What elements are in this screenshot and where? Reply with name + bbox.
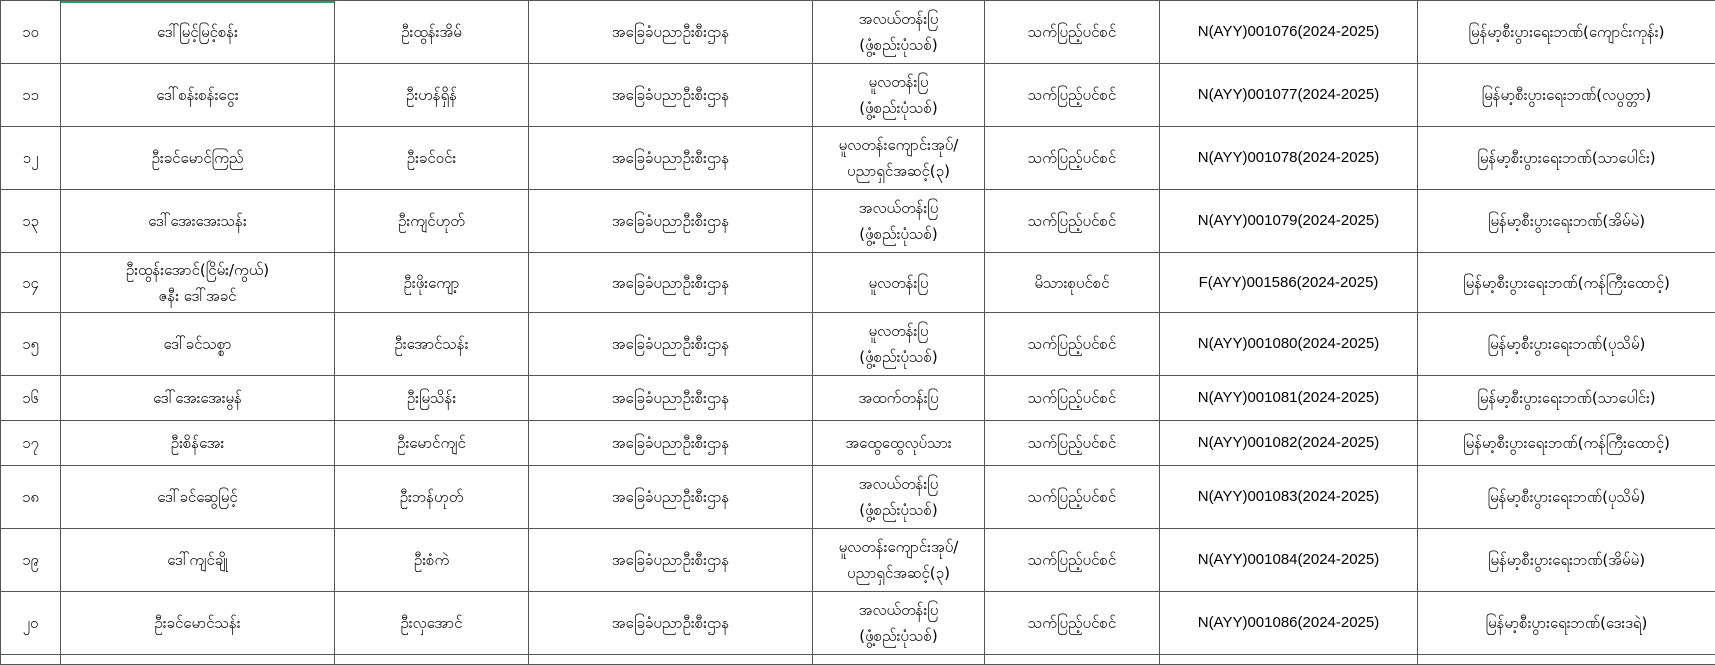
row-number[interactable]: ၁၂	[1, 127, 61, 190]
grade-line: မူလတန်းပြ	[817, 318, 980, 344]
code-cell[interactable]: N(AYY)001077(2024-2025)	[1160, 64, 1418, 127]
bank-cell[interactable]: မြန်မာ့စီးပွားရေးဘဏ်(လပွတ္တာ)	[1418, 64, 1715, 127]
code-cell[interactable]: N(AYY)001086(2024-2025)	[1160, 592, 1418, 655]
qualification-cell[interactable]: သက်ပြည့်ပင်စင်	[985, 1, 1160, 64]
code-cell[interactable]: F(AYY)001586(2024-2025)	[1160, 253, 1418, 313]
grade-line: မူလတန်းကျောင်းအုပ်/	[817, 132, 980, 158]
grade-line: (ဖွံ့စည်းပုံသစ်)	[817, 623, 980, 649]
qualification-cell[interactable]: သက်ပြည့်ပင်စင်	[985, 64, 1160, 127]
office-cell[interactable]: အခြေခံပညာဦးစီးဌာန	[529, 313, 813, 376]
row-number[interactable]: ၁၈	[1, 466, 61, 529]
code-cell[interactable]: N(AYY)001080(2024-2025)	[1160, 313, 1418, 376]
father-cell[interactable]: ဦးမောင်ကျင်	[335, 421, 529, 466]
name-cell[interactable]: ဒေါ်မြင့်မြင့်စန်း	[61, 1, 335, 64]
grade-line: ပညာရှင်အဆင့်(၃)	[817, 158, 980, 184]
empty-cell[interactable]	[529, 655, 813, 665]
grade-cell[interactable]	[813, 529, 985, 592]
bank-cell[interactable]: မြန်မာ့စီးပွားရေးဘဏ်(အိမ်မဲ)	[1418, 529, 1715, 592]
row-number[interactable]: ၂၀	[1, 592, 61, 655]
name-cell[interactable]: ဦးခင်မောင်ကြည်	[61, 127, 335, 190]
empty-cell[interactable]	[1, 655, 61, 665]
qualification-cell[interactable]: သက်ပြည့်ပင်စင်	[985, 127, 1160, 190]
grade-line: (ဖွံ့စည်းပုံသစ်)	[817, 497, 980, 523]
name-cell[interactable]	[61, 253, 335, 313]
bank-cell[interactable]: မြန်မာ့စီးပွားရေးဘဏ်(အိမ်မဲ)	[1418, 190, 1715, 253]
name-line: ဦးထွန်းအောင်(ငြိမ်း/ကွယ်)	[65, 257, 330, 283]
grade-line: အလယ်တန်းပြ	[817, 471, 980, 497]
name-cell[interactable]: ဒေါ်အေးအေးသန်း	[61, 190, 335, 253]
code-cell[interactable]: N(AYY)001081(2024-2025)	[1160, 376, 1418, 421]
name-cell[interactable]: ဒေါ်အေးအေးမွန်	[61, 376, 335, 421]
qualification-cell[interactable]: သက်ပြည့်ပင်စင်	[985, 529, 1160, 592]
name-cell[interactable]: ဦးခင်မောင်သန်း	[61, 592, 335, 655]
grade-cell[interactable]	[813, 1, 985, 64]
grade-line: ပညာရှင်အဆင့်(၃)	[817, 560, 980, 586]
office-cell[interactable]: အခြေခံပညာဦးစီးဌာန	[529, 376, 813, 421]
office-cell[interactable]: အခြေခံပညာဦးစီးဌာန	[529, 190, 813, 253]
table-row	[1, 421, 1715, 466]
qualification-cell[interactable]: သက်ပြည့်ပင်စင်	[985, 313, 1160, 376]
grade-line: မူလတန်းပြ	[817, 69, 980, 95]
table-row	[1, 376, 1715, 421]
office-cell[interactable]: အခြေခံပညာဦးစီးဌာန	[529, 253, 813, 313]
father-cell[interactable]: ဦးစံကဲ	[335, 529, 529, 592]
table-row	[1, 529, 1715, 592]
bank-cell[interactable]: မြန်မာ့စီးပွားရေးဘဏ်(ပုသိမ်)	[1418, 466, 1715, 529]
qualification-cell[interactable]: သက်ပြည့်ပင်စင်	[985, 592, 1160, 655]
row-number[interactable]: ၁၃	[1, 190, 61, 253]
row-number[interactable]: ၁၅	[1, 313, 61, 376]
table-row	[1, 190, 1715, 253]
office-cell[interactable]: အခြေခံပညာဦးစီးဌာန	[529, 592, 813, 655]
qualification-cell[interactable]: သက်ပြည့်ပင်စင်	[985, 421, 1160, 466]
empty-cell[interactable]	[335, 655, 529, 665]
row-number[interactable]: ၁၆	[1, 376, 61, 421]
table-row	[1, 466, 1715, 529]
grade-line: အလယ်တန်းပြ	[817, 195, 980, 221]
grade-line: (ဖွံ့စည်းပုံသစ်)	[817, 32, 980, 58]
grade-line: အလယ်တန်းပြ	[817, 597, 980, 623]
bank-cell[interactable]: မြန်မာ့စီးပွားရေးဘဏ်(သာပေါင်း)	[1418, 127, 1715, 190]
father-cell[interactable]: ဦးဘန်ဟုတ်	[335, 466, 529, 529]
table-row	[1, 313, 1715, 376]
grade-cell[interactable]	[813, 127, 985, 190]
row-number[interactable]: ၁၉	[1, 529, 61, 592]
father-cell[interactable]: ဦးလှအောင်	[335, 592, 529, 655]
grade-line: အလယ်တန်းပြ	[817, 6, 980, 32]
grade-line: မူလတန်းကျောင်းအုပ်/	[817, 534, 980, 560]
father-cell[interactable]: ဦးခင်ဝင်း	[335, 127, 529, 190]
bank-cell[interactable]: မြန်မာ့စီးပွားရေးဘဏ်(ကန်ကြီးထောင့်)	[1418, 253, 1715, 313]
bank-cell[interactable]: မြန်မာ့စီးပွားရေးဘဏ်(ကန်ကြီးထောင့်)	[1418, 421, 1715, 466]
office-cell[interactable]: အခြေခံပညာဦးစီးဌာန	[529, 127, 813, 190]
father-cell[interactable]: ဦးထွန်းအိမ်	[335, 1, 529, 64]
bank-cell[interactable]: မြန်မာ့စီးပွားရေးဘဏ်(ပုသိမ်)	[1418, 313, 1715, 376]
empty-cell[interactable]	[1418, 655, 1715, 665]
grade-cell[interactable]	[813, 190, 985, 253]
table-row	[1, 592, 1715, 655]
code-cell[interactable]: N(AYY)001076(2024-2025)	[1160, 1, 1418, 64]
grade-cell[interactable]	[813, 592, 985, 655]
name-cell[interactable]: ဒေါ်ကျင်ချို	[61, 529, 335, 592]
name-cell[interactable]: ဒေါ်စန်းစန်းငွေး	[61, 64, 335, 127]
table-row-partial	[1, 655, 1715, 665]
table-row	[1, 1, 1715, 64]
father-cell[interactable]: ဦးဟန်ရှိန်	[335, 64, 529, 127]
empty-cell[interactable]	[985, 655, 1160, 665]
row-number[interactable]: ၁၇	[1, 421, 61, 466]
code-cell[interactable]: N(AYY)001079(2024-2025)	[1160, 190, 1418, 253]
row-number[interactable]: ၁၀	[1, 1, 61, 64]
grade-cell[interactable]	[813, 466, 985, 529]
father-cell[interactable]: ဦးဖိုးကျော့	[335, 253, 529, 313]
name-line: ဇနီး ဒေါ်အခင်	[65, 283, 330, 309]
row-number[interactable]: ၁၁	[1, 64, 61, 127]
table-row	[1, 64, 1715, 127]
bank-cell[interactable]: မြန်မာ့စီးပွားရေးဘဏ်(ဒေးဒရဲ)	[1418, 592, 1715, 655]
qualification-cell[interactable]: သက်ပြည့်ပင်စင်	[985, 466, 1160, 529]
office-cell[interactable]: အခြေခံပညာဦးစီးဌာန	[529, 529, 813, 592]
grade-cell[interactable]	[813, 64, 985, 127]
table-row	[1, 253, 1715, 313]
row-number[interactable]: ၁၄	[1, 253, 61, 313]
empty-cell[interactable]	[1160, 655, 1418, 665]
grade-cell[interactable]: အထွေထွေလုပ်သား	[813, 421, 985, 466]
code-cell[interactable]: N(AYY)001082(2024-2025)	[1160, 421, 1418, 466]
office-cell[interactable]: အခြေခံပညာဦးစီးဌာန	[529, 1, 813, 64]
qualification-cell[interactable]: သက်ပြည့်ပင်စင်	[985, 376, 1160, 421]
office-cell[interactable]: အခြေခံပညာဦးစီးဌာန	[529, 421, 813, 466]
grade-cell[interactable]: မူလတန်းပြ	[813, 253, 985, 313]
code-cell[interactable]: N(AYY)001083(2024-2025)	[1160, 466, 1418, 529]
bank-cell[interactable]: မြန်မာ့စီးပွားရေးဘဏ်(ကျောင်းကုန်း)	[1418, 1, 1715, 64]
grade-line: (ဖွံ့စည်းပုံသစ်)	[817, 95, 980, 121]
grade-line: (ဖွံ့စည်းပုံသစ်)	[817, 221, 980, 247]
code-cell[interactable]: N(AYY)001078(2024-2025)	[1160, 127, 1418, 190]
empty-cell[interactable]	[813, 655, 985, 665]
qualification-cell[interactable]: မိသားစုပင်စင်	[985, 253, 1160, 313]
grade-cell[interactable]: အထက်တန်းပြ	[813, 376, 985, 421]
code-cell[interactable]: N(AYY)001084(2024-2025)	[1160, 529, 1418, 592]
office-cell[interactable]: အခြေခံပညာဦးစီးဌာန	[529, 64, 813, 127]
father-cell[interactable]: ဦးမြသိန်း	[335, 376, 529, 421]
name-cell[interactable]: ဦးစိန်အေး	[61, 421, 335, 466]
office-cell[interactable]: အခြေခံပညာဦးစီးဌာန	[529, 466, 813, 529]
father-cell[interactable]: ဦးအောင်သန်း	[335, 313, 529, 376]
table-row	[1, 127, 1715, 190]
grade-cell[interactable]	[813, 313, 985, 376]
qualification-cell[interactable]: သက်ပြည့်ပင်စင်	[985, 190, 1160, 253]
name-cell[interactable]: ဒေါ်ခင်ဆွေမြင့်	[61, 466, 335, 529]
grade-line: (ဖွံ့စည်းပုံသစ်)	[817, 344, 980, 370]
bank-cell[interactable]: မြန်မာ့စီးပွားရေးဘဏ်(သာပေါင်း)	[1418, 376, 1715, 421]
name-cell[interactable]: ဒေါ်ခင်သစ္စာ	[61, 313, 335, 376]
father-cell[interactable]: ဦးကျင်ဟုတ်	[335, 190, 529, 253]
empty-cell[interactable]	[61, 655, 335, 665]
